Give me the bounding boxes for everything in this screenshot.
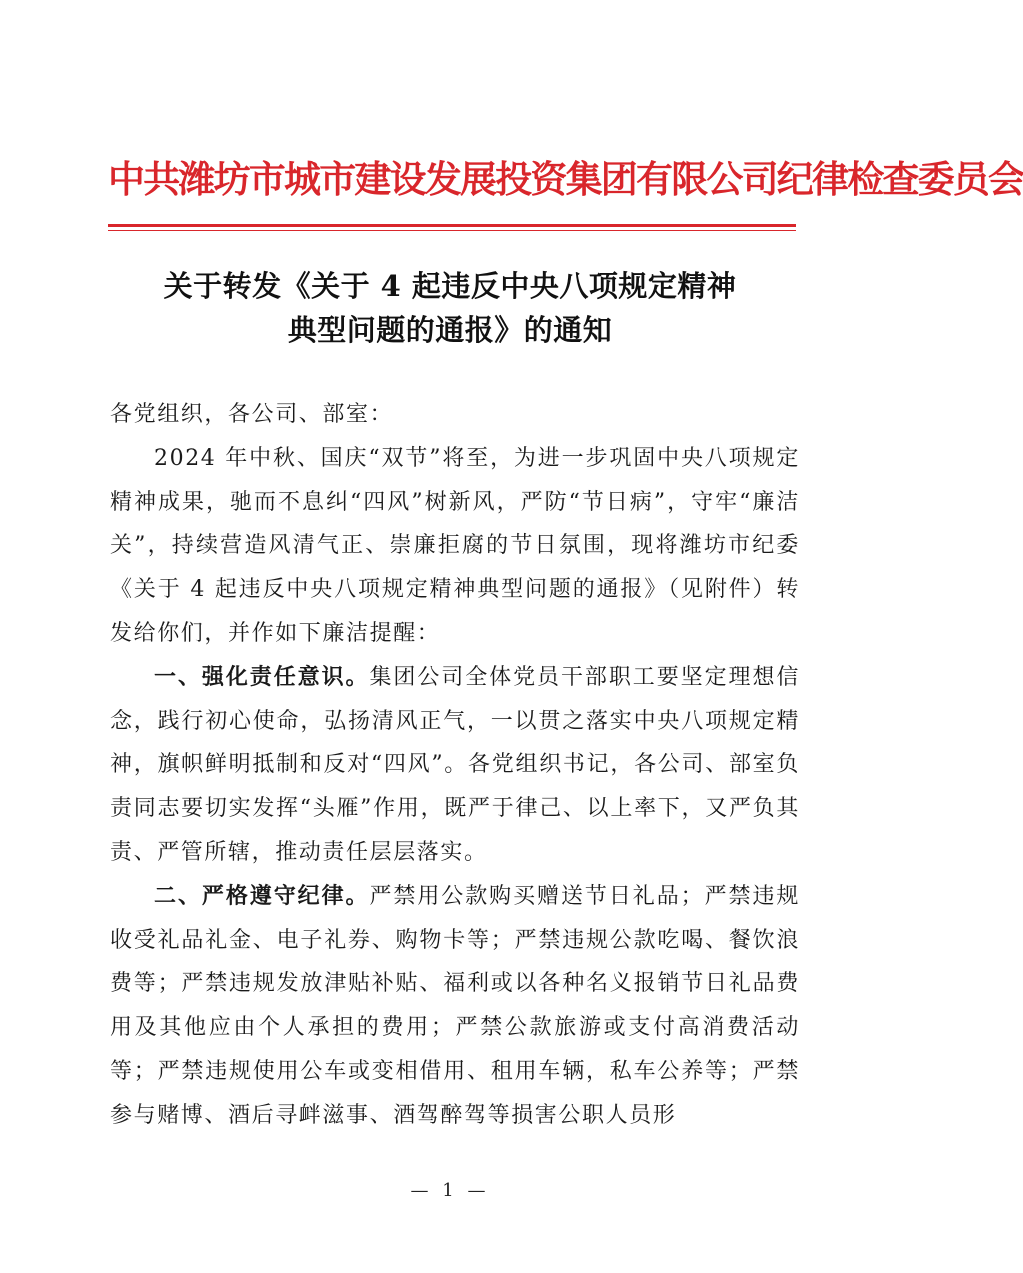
section-1-text: 集团公司全体党员干部职工要坚定理想信念，践行初心使命，弘扬清风正气，一以贯之落实中央八项规定精神，旗帜鲜明抵制和反对“四风”。各党组织书记，各公司、部室负责同志要切实发挥“头雁”作用，既严于律己、以上率下，又严负其责、严管所辖，推动责任层层落实。 <box>110 664 800 865</box>
document-title <box>100 264 800 352</box>
document-title-line-2: 典型问题的通报》的通知 <box>287 313 613 347</box>
section-1-heading: 一、强化责任意识。 <box>154 664 370 690</box>
salutation: 各党组织，各公司、部室： <box>110 402 394 427</box>
masthead-rule-thin <box>108 230 796 231</box>
masthead: 中共潍坊市城市建设发展投资集团有限公司纪律检查委员会 <box>108 158 1023 201</box>
section-2-heading: 二、严格遵守纪律。 <box>154 883 370 909</box>
document-title-line-1: 关于转发《关于 4 起违反中央八项规定精神 <box>163 269 737 303</box>
section-2-paragraph <box>110 875 800 1138</box>
page-number: — 1 — <box>410 1180 490 1201</box>
section-2-text: 严禁用公款购买赠送节日礼品；严禁违规收受礼品礼金、电子礼券、购物卡等；严禁违规公款吃喝、餐饮浪费等；严禁违规发放津贴补贴、福利或以各种名义报销节日礼品费用及其他应由个人承担的费用；严禁公款旅游或支付高消费活动等；严禁违规使用公车或变相借用、租用车辆，私车公养等；严禁参与赌博、酒后寻衅滋事、酒驾醉驾等损害公职人员形 <box>110 883 800 1128</box>
document-body <box>110 393 800 1138</box>
intro-paragraph: 2024 年中秋、国庆“双节”将至，为进一步巩固中央八项规定精神成果，驰而不息纠“四风”树新风，严防“节日病”，守牢“廉洁关”，持续营造风清气正、崇廉拒腐的节日氛围，现将潍坊市纪委《关于 4 起违反中央八项规定精神典型问题的通报》（见附件）转发给你们，并作如下廉洁提醒： <box>110 445 800 646</box>
masthead-rule-thick <box>108 224 796 227</box>
section-1-paragraph <box>110 656 800 875</box>
